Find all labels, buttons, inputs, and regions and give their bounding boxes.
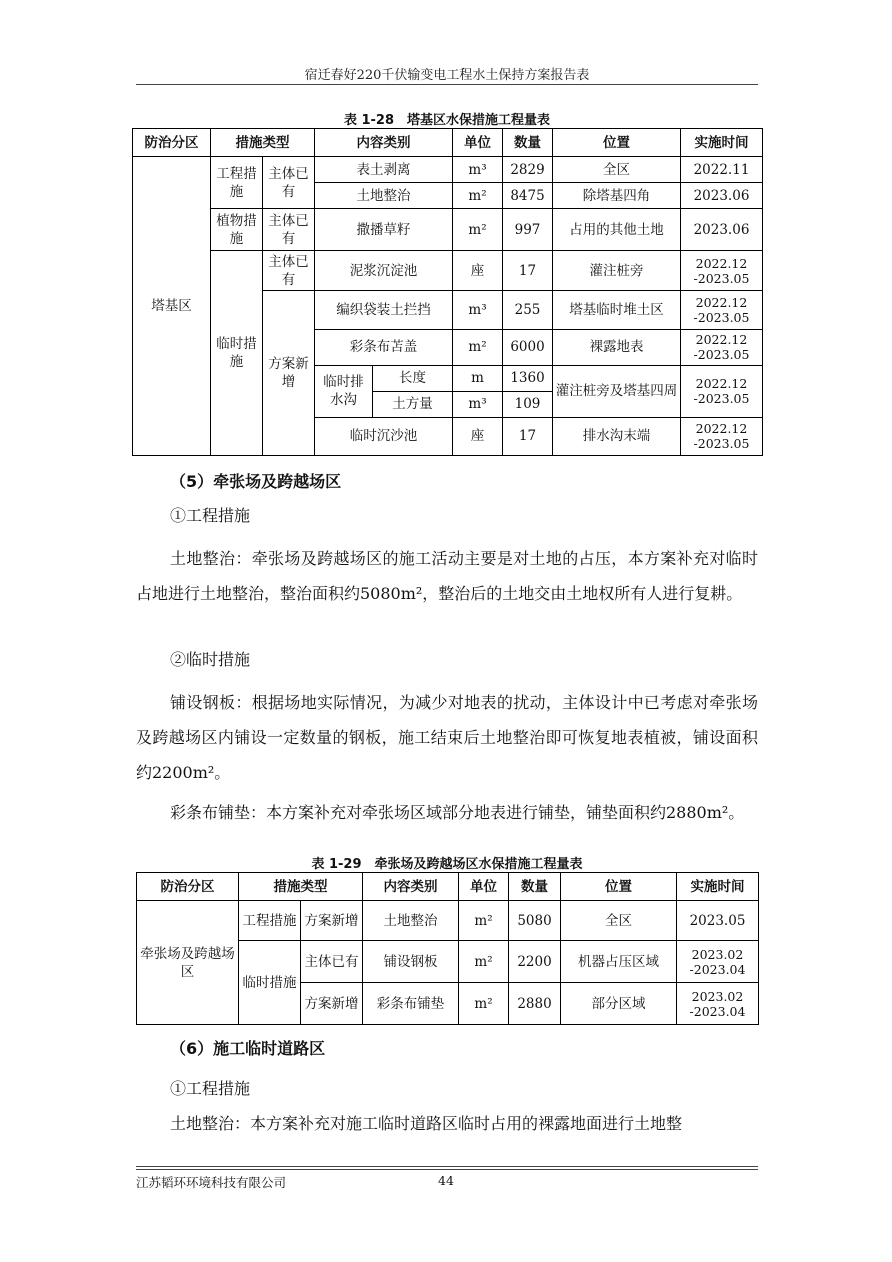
section-5-paragraph-3: 彩条布铺垫：本方案补充对牵张场区域部分地表进行铺垫，铺垫面积约2880m²。	[170, 803, 745, 822]
subcategory-cell: 主体已有	[263, 251, 315, 291]
qty-cell: 17	[503, 417, 553, 455]
content-cell: 临时沉沙池	[315, 417, 453, 455]
time-cell: 2023.02 -2023.04	[677, 983, 759, 1025]
time-cell: 2022.12 -2023.05	[681, 291, 763, 329]
subcategory-cell: 主体已有	[263, 209, 315, 251]
header-rule	[136, 84, 758, 85]
unit-cell: 座	[453, 251, 503, 291]
qty-cell: 255	[503, 291, 553, 329]
section-5-sub1: ①工程措施	[170, 506, 251, 525]
unit-cell: m²	[453, 329, 503, 365]
unit-cell: 座	[453, 417, 503, 455]
qty-cell: 6000	[503, 329, 553, 365]
content-cell: 编织袋装土拦挡	[315, 291, 453, 329]
category-cell: 工程措施	[239, 901, 301, 941]
table-header-cell: 实施时间	[681, 129, 763, 157]
subcategory-cell: 方案新增	[263, 291, 315, 456]
content-cell: 彩条布铺垫	[363, 983, 459, 1025]
unit-cell: m³	[453, 391, 503, 417]
page-header: 宿迁春好220千伏输变电工程水土保持方案报告表	[304, 68, 590, 83]
time-cell: 2022.12 -2023.05	[681, 417, 763, 455]
time-cell: 2023.02 -2023.04	[677, 941, 759, 983]
unit-cell: m²	[459, 983, 509, 1025]
qty-cell: 5080	[509, 901, 561, 941]
qty-cell: 2200	[509, 941, 561, 983]
table-header-cell: 防治分区	[137, 873, 239, 901]
time-cell: 2022.12 -2023.05	[681, 329, 763, 365]
content-cell: 彩条布苫盖	[315, 329, 453, 365]
location-cell: 全区	[553, 157, 681, 183]
qty-cell: 8475	[503, 183, 553, 209]
time-cell: 2023.06	[681, 209, 763, 251]
table-header-cell: 数量	[503, 129, 553, 157]
content-cell: 长度	[373, 365, 453, 391]
category-cell: 植物措施	[211, 209, 263, 251]
unit-cell: m²	[459, 901, 509, 941]
table-header-cell: 内容类别	[363, 873, 459, 901]
location-cell: 占用的其他土地	[553, 209, 681, 251]
table-29-caption: 表 1-29 牵张场及跨越场区水保措施工程量表	[311, 857, 583, 872]
location-cell: 除塔基四角	[553, 183, 681, 209]
footer-rule	[136, 1166, 758, 1167]
qty-cell: 109	[503, 391, 553, 417]
subcategory-cell: 方案新增	[301, 901, 363, 941]
section-5-paragraph-1: 土地整治：牵张场及跨越场区的施工活动主要是对土地的占压，本方案补充对临时占地进行土地整治，整治面积约5080m²，整治后的土地交由土地权所有人进行复耕。	[136, 549, 758, 603]
qty-cell: 2880	[509, 983, 561, 1025]
table-header-cell: 措施类型	[211, 129, 315, 157]
table-28	[132, 128, 763, 456]
table-header-cell: 位置	[553, 129, 681, 157]
footer-rule	[136, 1169, 758, 1170]
section-6-paragraph-1: 土地整治：本方案补充对施工临时道路区临时占用的裸露地面进行土地整	[170, 1114, 683, 1133]
unit-cell: m³	[453, 157, 503, 183]
qty-cell: 2829	[503, 157, 553, 183]
content-cell: 撒播草籽	[315, 209, 453, 251]
location-cell: 灌注桩旁	[553, 251, 681, 291]
table-29	[136, 872, 759, 1025]
section-5-paragraph-2: 铺设钢板：根据场地实际情况，为减少对地表的扰动，主体设计中已考虑对牵张场及跨越场区内铺设一定数量的钢板，施工结束后土地整治即可恢复地表植被，铺设面积约2200m²。	[136, 693, 758, 782]
section-5-sub2: ②临时措施	[170, 650, 251, 669]
time-cell: 2022.12 -2023.05	[681, 365, 763, 417]
table-header-cell: 位置	[561, 873, 677, 901]
qty-cell: 997	[503, 209, 553, 251]
table-28-caption: 表 1-28 塔基区水保措施工程量表	[343, 113, 551, 128]
zone-cell: 塔基区	[133, 157, 211, 456]
content-cell: 泥浆沉淀池	[315, 251, 453, 291]
table-header-cell: 内容类别	[315, 129, 453, 157]
location-cell: 裸露地表	[553, 329, 681, 365]
time-cell: 2023.05	[677, 901, 759, 941]
location-cell: 部分区域	[561, 983, 677, 1025]
table-header-cell: 措施类型	[239, 873, 363, 901]
unit-cell: m²	[453, 209, 503, 251]
subcategory-cell: 主体已有	[263, 157, 315, 209]
page-number: 44	[438, 1173, 454, 1188]
category-cell: 临时措施	[211, 251, 263, 456]
content-cell: 土地整治	[363, 901, 459, 941]
location-cell: 塔基临时堆土区	[553, 291, 681, 329]
table-header-cell: 数量	[509, 873, 561, 901]
content-cell: 铺设钢板	[363, 941, 459, 983]
section-5-heading: （5）牵张场及跨越场区	[170, 472, 342, 491]
content-cell: 土地整治	[315, 183, 453, 209]
footer-company: 江苏韬环环境科技有限公司	[136, 1175, 287, 1190]
time-cell: 2022.12 -2023.05	[681, 251, 763, 291]
section-6-heading: （6）施工临时道路区	[170, 1039, 326, 1058]
zone-cell: 牵张场及跨越场区	[137, 901, 239, 1025]
table-header-cell: 实施时间	[677, 873, 759, 901]
unit-cell: m³	[453, 291, 503, 329]
ditch-cell: 临时排水沟	[315, 365, 373, 417]
time-cell: 2022.11	[681, 157, 763, 183]
location-cell: 机器占压区域	[561, 941, 677, 983]
table-header-cell: 单位	[453, 129, 503, 157]
unit-cell: m	[453, 365, 503, 391]
qty-cell: 1360	[503, 365, 553, 391]
location-cell: 排水沟末端	[553, 417, 681, 455]
qty-cell: 17	[503, 251, 553, 291]
location-cell: 灌注桩旁及塔基四周	[553, 365, 681, 417]
subcategory-cell: 方案新增	[301, 983, 363, 1025]
table-header-cell: 单位	[459, 873, 509, 901]
time-cell: 2023.06	[681, 183, 763, 209]
table-header-cell: 防治分区	[133, 129, 211, 157]
location-cell: 全区	[561, 901, 677, 941]
content-cell: 土方量	[373, 391, 453, 417]
unit-cell: m²	[453, 183, 503, 209]
category-cell: 工程措施	[211, 157, 263, 209]
category-cell: 临时措施	[239, 941, 301, 1025]
subcategory-cell: 主体已有	[301, 941, 363, 983]
section-6-sub1: ①工程措施	[170, 1079, 251, 1098]
content-cell: 表土剥离	[315, 157, 453, 183]
unit-cell: m²	[459, 941, 509, 983]
